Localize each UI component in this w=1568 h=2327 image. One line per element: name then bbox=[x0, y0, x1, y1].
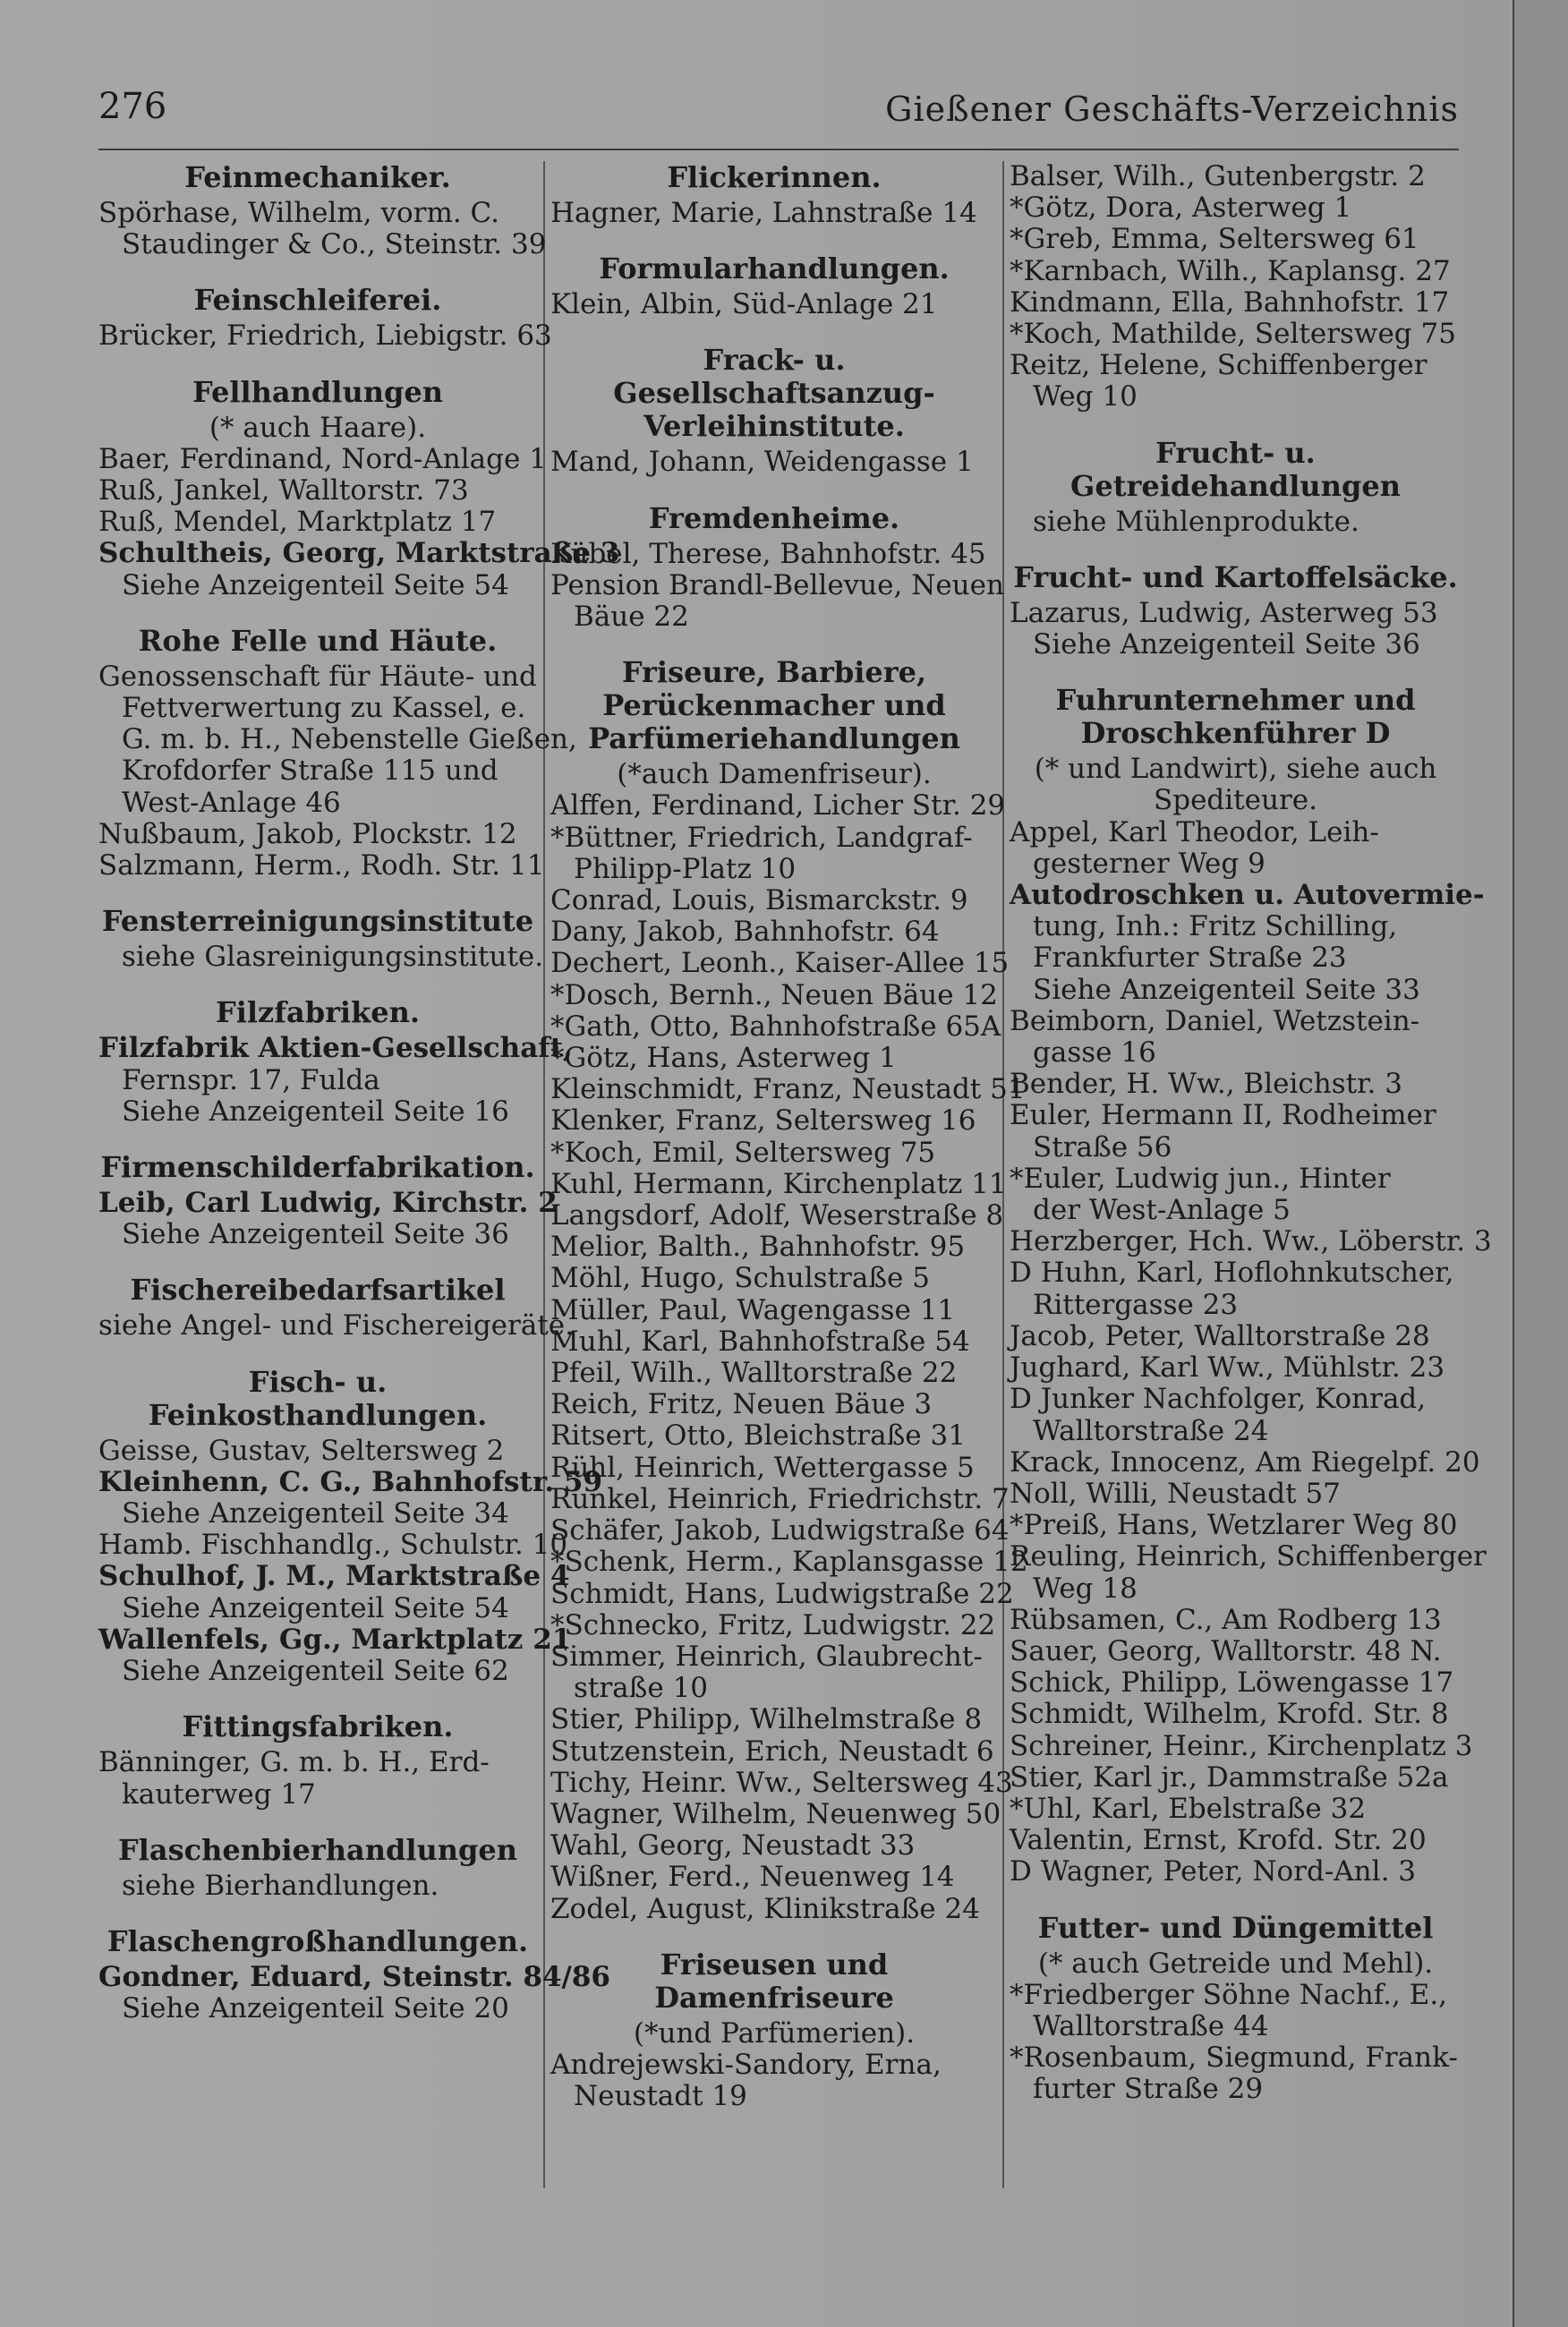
directory-entry: Geisse, Gustav, Seltersweg 2 bbox=[98, 1434, 505, 1467]
directory-entry: tung, Inh.: Fritz Schilling, bbox=[1033, 910, 1398, 943]
directory-entry: Klein, Albin, Süd-Anlage 21 bbox=[550, 288, 938, 321]
directory-entry: gasse 16 bbox=[1033, 1036, 1156, 1070]
section-heading: Feinschleiferei. bbox=[193, 283, 442, 318]
directory-entry: Pension Brandl-Bellevue, Neuen bbox=[550, 568, 1004, 601]
directory-entry: Hagner, Marie, Lahnstraße 14 bbox=[550, 197, 977, 229]
directory-entry: Krack, Innocenz, Am Riegelpf. 20 bbox=[1010, 1445, 1480, 1479]
directory-entry: Simmer, Heinrich, Glaubrecht- bbox=[550, 1640, 983, 1673]
directory-entry: Schäfer, Jakob, Ludwigstraße 64 bbox=[550, 1514, 1010, 1547]
directory-entry: Kleinhenn, C. G., Bahnhofstr. 59 bbox=[98, 1465, 603, 1498]
directory-entry: Staudinger & Co., Steinstr. 39 bbox=[122, 228, 547, 261]
directory-entry: Dechert, Leonh., Kaiser-Allee 15 bbox=[550, 947, 1010, 980]
running-title: Gießener Geschäfts-Verzeichnis bbox=[885, 90, 1459, 129]
directory-entry: Dany, Jakob, Bahnhofstr. 64 bbox=[550, 916, 940, 949]
directory-entry: Genossenschaft für Häute- und bbox=[98, 660, 537, 693]
directory-entry: Kleinschmidt, Franz, Neustadt 51 bbox=[550, 1073, 1026, 1106]
directory-entry: Klenker, Franz, Seltersweg 16 bbox=[550, 1104, 976, 1138]
directory-entry: *Karnbach, Wilh., Kaplansg. 27 bbox=[1010, 254, 1451, 287]
directory-entry: Bender, H. Ww., Bleichstr. 3 bbox=[1010, 1068, 1402, 1101]
directory-section bbox=[550, 344, 998, 478]
section-heading: Fellhandlungen bbox=[192, 374, 443, 409]
directory-entry: Brücker, Friedrich, Liebigstr. 63 bbox=[98, 320, 552, 353]
directory-entry: Lazarus, Ludwig, Asterweg 53 bbox=[1010, 596, 1438, 629]
directory-entry: *Greb, Emma, Seltersweg 61 bbox=[1010, 223, 1419, 256]
directory-entry: Kindmann, Ella, Bahnhofstr. 17 bbox=[1010, 286, 1450, 319]
section-heading: Fittingsfabriken. bbox=[182, 1709, 454, 1744]
section-note: (* und Landwirt), siehe auch Spediteure. bbox=[1034, 753, 1437, 817]
directory-entry: Schulhof, J. M., Marktstraße 4 bbox=[98, 1560, 570, 1593]
directory-entry: Philipp-Platz 10 bbox=[574, 852, 797, 885]
directory-entry: Noll, Willi, Neustadt 57 bbox=[1010, 1477, 1341, 1510]
directory-entry: West-Anlage 46 bbox=[122, 786, 341, 819]
section-heading: Fremdenheime. bbox=[648, 500, 900, 535]
section-note: (* auch Getreide und Mehl). bbox=[1037, 1947, 1434, 1980]
directory-entry: Leib, Carl Ludwig, Kirchstr. 2 bbox=[98, 1187, 558, 1220]
adjacent-page-edge bbox=[1513, 0, 1568, 2327]
directory-entry: *Büttner, Friedrich, Landgraf- bbox=[550, 821, 973, 854]
directory-section bbox=[1010, 683, 1492, 1888]
directory-entry: *Götz, Dora, Asterweg 1 bbox=[1010, 192, 1352, 225]
directory-entry: siehe Glasreinigungsinstitute. bbox=[122, 941, 544, 974]
directory-entry: Siehe Anzeigenteil Seite 54 bbox=[122, 1591, 509, 1624]
directory-entry: Schick, Philipp, Löwengasse 17 bbox=[1010, 1666, 1454, 1700]
directory-entry: siehe Bierhandlungen. bbox=[122, 1869, 439, 1902]
directory-entry: *Rosenbaum, Siegmund, Frank- bbox=[1010, 2041, 1458, 2075]
directory-entry: siehe Angel- und Fischereigeräte. bbox=[98, 1309, 574, 1342]
directory-entry: Siehe Anzeigenteil Seite 36 bbox=[1033, 628, 1420, 661]
directory-entry: Kuhl, Hermann, Kirchenplatz 11 bbox=[550, 1167, 1007, 1200]
directory-entry: Appel, Karl Theodor, Leih- bbox=[1010, 815, 1379, 848]
directory-entry: Weg 18 bbox=[1033, 1572, 1138, 1605]
directory-entry: Neustadt 19 bbox=[574, 2080, 747, 2113]
directory-entry: *Koch, Emil, Seltersweg 75 bbox=[550, 1136, 936, 1169]
directory-entry: Rittergasse 23 bbox=[1033, 1288, 1239, 1321]
directory-entry: Mand, Johann, Weidengasse 1 bbox=[550, 446, 974, 479]
directory-entry: siehe Mühlenprodukte. bbox=[1033, 505, 1359, 538]
directory-section bbox=[550, 252, 998, 320]
column-3 bbox=[1010, 160, 1492, 2129]
directory-entry: Möhl, Hugo, Schulstraße 5 bbox=[550, 1262, 930, 1295]
section-note: (*auch Damenfriseur). bbox=[617, 758, 932, 791]
directory-entry: Gondner, Eduard, Steinstr. 84/86 bbox=[98, 1960, 611, 1993]
directory-entry: Langsdorf, Adolf, Weserstraße 8 bbox=[550, 1199, 1004, 1232]
directory-entry: gesterner Weg 9 bbox=[1033, 847, 1265, 880]
section-heading: Friseusen und Damenfriseure bbox=[654, 1947, 894, 2015]
directory-entry: Wißner, Ferd., Neuenweg 14 bbox=[550, 1861, 955, 1894]
directory-entry: D Wagner, Peter, Nord-Anl. 3 bbox=[1010, 1855, 1416, 1888]
directory-section bbox=[98, 1710, 537, 1810]
section-note: (*und Parfümerien). bbox=[633, 2016, 916, 2050]
directory-entry: Reitz, Helene, Schiffenberger bbox=[1010, 349, 1427, 382]
column-1 bbox=[98, 160, 620, 2048]
directory-entry: Müller, Paul, Wagengasse 11 bbox=[550, 1293, 956, 1326]
directory-entry: kauterweg 17 bbox=[122, 1777, 316, 1811]
directory-entry: G. m. b. H., Nebenstelle Gießen, bbox=[122, 723, 577, 756]
directory-section bbox=[98, 1834, 537, 1902]
directory-entry: straße 10 bbox=[574, 1672, 709, 1705]
directory-section bbox=[98, 283, 552, 353]
directory-entry: Siehe Anzeigenteil Seite 36 bbox=[122, 1218, 509, 1251]
directory-entry: Stier, Karl jr., Dammstraße 52a bbox=[1010, 1760, 1449, 1794]
directory-entry: Filzfabrik Aktien-Gesellschaft, bbox=[98, 1032, 573, 1065]
directory-section bbox=[550, 500, 1004, 634]
directory-entry: Wallenfels, Gg., Marktplatz 21 bbox=[98, 1623, 572, 1656]
section-heading: Flaschenbierhandlungen bbox=[117, 1832, 518, 1867]
directory-entry: Weg 10 bbox=[1033, 380, 1138, 413]
section-heading: Flaschengroßhandlungen. bbox=[107, 1923, 529, 1958]
directory-section bbox=[98, 995, 573, 1128]
directory-entry: Bäue 22 bbox=[574, 601, 689, 634]
directory-entry: Reuling, Heinrich, Schiffenberger bbox=[1010, 1540, 1487, 1573]
directory-entry: *Dosch, Bernh., Neuen Bäue 12 bbox=[550, 978, 998, 1011]
directory-section bbox=[98, 904, 544, 974]
directory-entry: Walltorstraße 44 bbox=[1033, 2009, 1269, 2042]
directory-entry: Schmidt, Hans, Ludwigstraße 22 bbox=[550, 1577, 1014, 1610]
directory-entry: *Götz, Hans, Asterweg 1 bbox=[550, 1042, 897, 1075]
directory-entry: Rühl, Heinrich, Wettergasse 5 bbox=[550, 1451, 975, 1484]
page-header bbox=[98, 86, 1459, 150]
directory-entry: der West-Anlage 5 bbox=[1033, 1194, 1291, 1227]
section-heading: Fisch- u. Feinkosthandlungen. bbox=[148, 1364, 488, 1432]
directory-entry: Zodel, August, Klinikstraße 24 bbox=[550, 1892, 980, 1925]
directory-entry: Schultheis, Georg, Marktstraße 3 bbox=[98, 537, 620, 570]
directory-entry: Wahl, Georg, Neustadt 33 bbox=[550, 1829, 916, 1862]
directory-entry: Baer, Ferdinand, Nord-Anlage 1 bbox=[98, 442, 547, 475]
directory-entry: Pfeil, Wilh., Walltorstraße 22 bbox=[550, 1357, 958, 1390]
directory-entry: Beimborn, Daniel, Wetzstein- bbox=[1010, 1004, 1420, 1037]
directory-entry: Kübel, Therese, Bahnhofstr. 45 bbox=[550, 537, 986, 570]
directory-entry: Siehe Anzeigenteil Seite 33 bbox=[1033, 973, 1420, 1006]
directory-section bbox=[98, 160, 547, 261]
directory-entry: Melior, Balth., Bahnhofstr. 95 bbox=[550, 1231, 966, 1264]
section-heading: Frucht- u. Getreidehandlungen bbox=[1070, 435, 1401, 503]
directory-entry: Conrad, Louis, Bismarckstr. 9 bbox=[550, 884, 968, 917]
directory-entry: Siehe Anzeigenteil Seite 20 bbox=[122, 1992, 509, 2025]
directory-section bbox=[1010, 161, 1461, 413]
directory-entry: Ritsert, Otto, Bleichstraße 31 bbox=[550, 1419, 966, 1453]
directory-entry: Stutzenstein, Erich, Neustadt 6 bbox=[550, 1735, 994, 1768]
directory-entry: Fernspr. 17, Fulda bbox=[122, 1063, 380, 1096]
directory-entry: Fettverwertung zu Kassel, e. bbox=[122, 692, 526, 725]
section-heading: Flickerinnen. bbox=[667, 160, 882, 194]
directory-section bbox=[98, 623, 577, 882]
directory-entry: Andrejewski-Sandory, Erna, bbox=[550, 2048, 942, 2081]
directory-entry: Salzmann, Herm., Rodh. Str. 11 bbox=[98, 849, 545, 882]
section-heading: Formularhandlungen. bbox=[599, 251, 950, 286]
directory-entry: Jughard, Karl Ww., Mühlstr. 23 bbox=[1010, 1351, 1445, 1385]
directory-entry: Ruß, Mendel, Marktplatz 17 bbox=[98, 506, 497, 539]
directory-entry: Siehe Anzeigenteil Seite 54 bbox=[122, 568, 509, 601]
section-heading: Fischereibedarfsartikel bbox=[130, 1273, 506, 1308]
directory-section bbox=[550, 655, 1028, 1925]
directory-section bbox=[1010, 1912, 1461, 2106]
directory-entry: Alffen, Ferdinand, Licher Str. 29 bbox=[550, 789, 1006, 823]
section-heading: Feinmechaniker. bbox=[184, 160, 451, 194]
directory-entry: Valentin, Ernst, Krofd. Str. 20 bbox=[1010, 1824, 1427, 1857]
directory-entry: Stier, Philipp, Wilhelmstraße 8 bbox=[550, 1703, 983, 1736]
directory-entry: Runkel, Heinrich, Friedrichstr. 7 bbox=[550, 1482, 1010, 1515]
directory-entry: *Uhl, Karl, Ebelstraße 32 bbox=[1010, 1792, 1367, 1825]
directory-entry: Frankfurter Straße 23 bbox=[1033, 942, 1347, 975]
directory-entry: Nußbaum, Jakob, Plockstr. 12 bbox=[98, 817, 517, 850]
directory-entry: Walltorstraße 24 bbox=[1033, 1414, 1269, 1447]
directory-section bbox=[98, 1923, 611, 2025]
directory-entry: *Schnecko, Fritz, Ludwigstr. 22 bbox=[550, 1608, 996, 1641]
directory-entry: Reich, Fritz, Neuen Bäue 3 bbox=[550, 1388, 933, 1421]
directory-entry: Sauer, Georg, Walltorstr. 48 N. bbox=[1010, 1634, 1442, 1667]
directory-entry: Muhl, Karl, Bahnhofstraße 54 bbox=[550, 1325, 970, 1358]
directory-section bbox=[98, 1150, 558, 1251]
section-heading: Fuhrunternehmer und Droschkenführer D bbox=[1055, 683, 1416, 751]
directory-entry: *Preiß, Hans, Wetzlarer Weg 80 bbox=[1010, 1509, 1458, 1542]
directory-entry: Siehe Anzeigenteil Seite 34 bbox=[122, 1497, 509, 1530]
directory-entry: Ruß, Jankel, Walltorstr. 73 bbox=[98, 474, 469, 507]
directory-section bbox=[98, 1364, 603, 1688]
directory-section bbox=[98, 1273, 574, 1342]
directory-entry: D Junker Nachfolger, Konrad, bbox=[1010, 1383, 1427, 1416]
section-heading: Frucht- und Kartoffelsäcke. bbox=[1013, 559, 1458, 594]
directory-entry: Spörhase, Wilhelm, vorm. C. bbox=[98, 197, 500, 229]
directory-entry: D Huhn, Karl, Hoflohnkutscher, bbox=[1010, 1257, 1454, 1290]
column-2 bbox=[550, 160, 1028, 2135]
directory-entry: Jacob, Peter, Walltorstraße 28 bbox=[1010, 1319, 1430, 1352]
section-heading: Friseure, Barbiere, Perückenmacher und Parfümeriehandlungen bbox=[588, 655, 960, 756]
directory-entry: Schreiner, Heinr., Kirchenplatz 3 bbox=[1010, 1729, 1473, 1762]
directory-entry: Wagner, Wilhelm, Neuenweg 50 bbox=[550, 1797, 1001, 1830]
directory-section bbox=[98, 374, 620, 601]
directory-entry: Krofdorfer Straße 115 und bbox=[122, 754, 499, 788]
directory-entry: Schmidt, Wilhelm, Krofd. Str. 8 bbox=[1010, 1698, 1449, 1731]
directory-section bbox=[550, 1948, 998, 2113]
directory-entry: Tichy, Heinr. Ww., Seltersweg 43 bbox=[550, 1766, 1013, 1799]
directory-entry: Hamb. Fischhandlg., Schulstr. 10 bbox=[98, 1529, 568, 1562]
directory-entry: Straße 56 bbox=[1033, 1130, 1172, 1164]
directory-entry: Herzberger, Hch. Ww., Löberstr. 3 bbox=[1010, 1225, 1492, 1258]
section-heading: Frack- u. Gesellschaftsanzug-Verleihinstitute. bbox=[613, 343, 935, 444]
directory-entry: *Gath, Otto, Bahnhofstraße 65A bbox=[550, 1010, 1001, 1043]
directory-entry: *Euler, Ludwig jun., Hinter bbox=[1010, 1162, 1391, 1195]
directory-entry: Bänninger, G. m. b. H., Erd- bbox=[98, 1746, 490, 1779]
directory-entry: Rübsamen, C., Am Rodberg 13 bbox=[1010, 1603, 1442, 1636]
directory-entry: Siehe Anzeigenteil Seite 16 bbox=[122, 1095, 509, 1128]
directory-section bbox=[550, 161, 998, 229]
directory-entry: Autodroschken u. Autovermie- bbox=[1010, 879, 1485, 912]
directory-entry: Euler, Hermann II, Rodheimer bbox=[1010, 1099, 1436, 1132]
directory-section bbox=[1010, 561, 1461, 661]
directory-entry: *Koch, Mathilde, Seltersweg 75 bbox=[1010, 318, 1456, 351]
section-heading: Rohe Felle und Häute. bbox=[138, 623, 498, 658]
directory-entry: *Friedberger Söhne Nachf., E., bbox=[1010, 1978, 1448, 2011]
directory-entry: Siehe Anzeigenteil Seite 62 bbox=[122, 1655, 509, 1688]
section-heading: Firmenschilderfabrikation. bbox=[100, 1150, 535, 1185]
page-number: 276 bbox=[98, 86, 167, 127]
directory-entry: Balser, Wilh., Gutenbergstr. 2 bbox=[1010, 160, 1426, 192]
section-note: (* auch Haare). bbox=[209, 411, 427, 444]
directory-entry: *Schenk, Herm., Kaplansgasse 12 bbox=[550, 1546, 1028, 1579]
section-heading: Futter- und Düngemittel bbox=[1037, 1910, 1434, 1945]
section-heading: Fensterreinigungsinstitute bbox=[101, 904, 534, 939]
directory-entry: furter Straße 29 bbox=[1033, 2073, 1264, 2106]
directory-section bbox=[1010, 437, 1461, 538]
section-heading: Filzfabriken. bbox=[215, 995, 421, 1030]
